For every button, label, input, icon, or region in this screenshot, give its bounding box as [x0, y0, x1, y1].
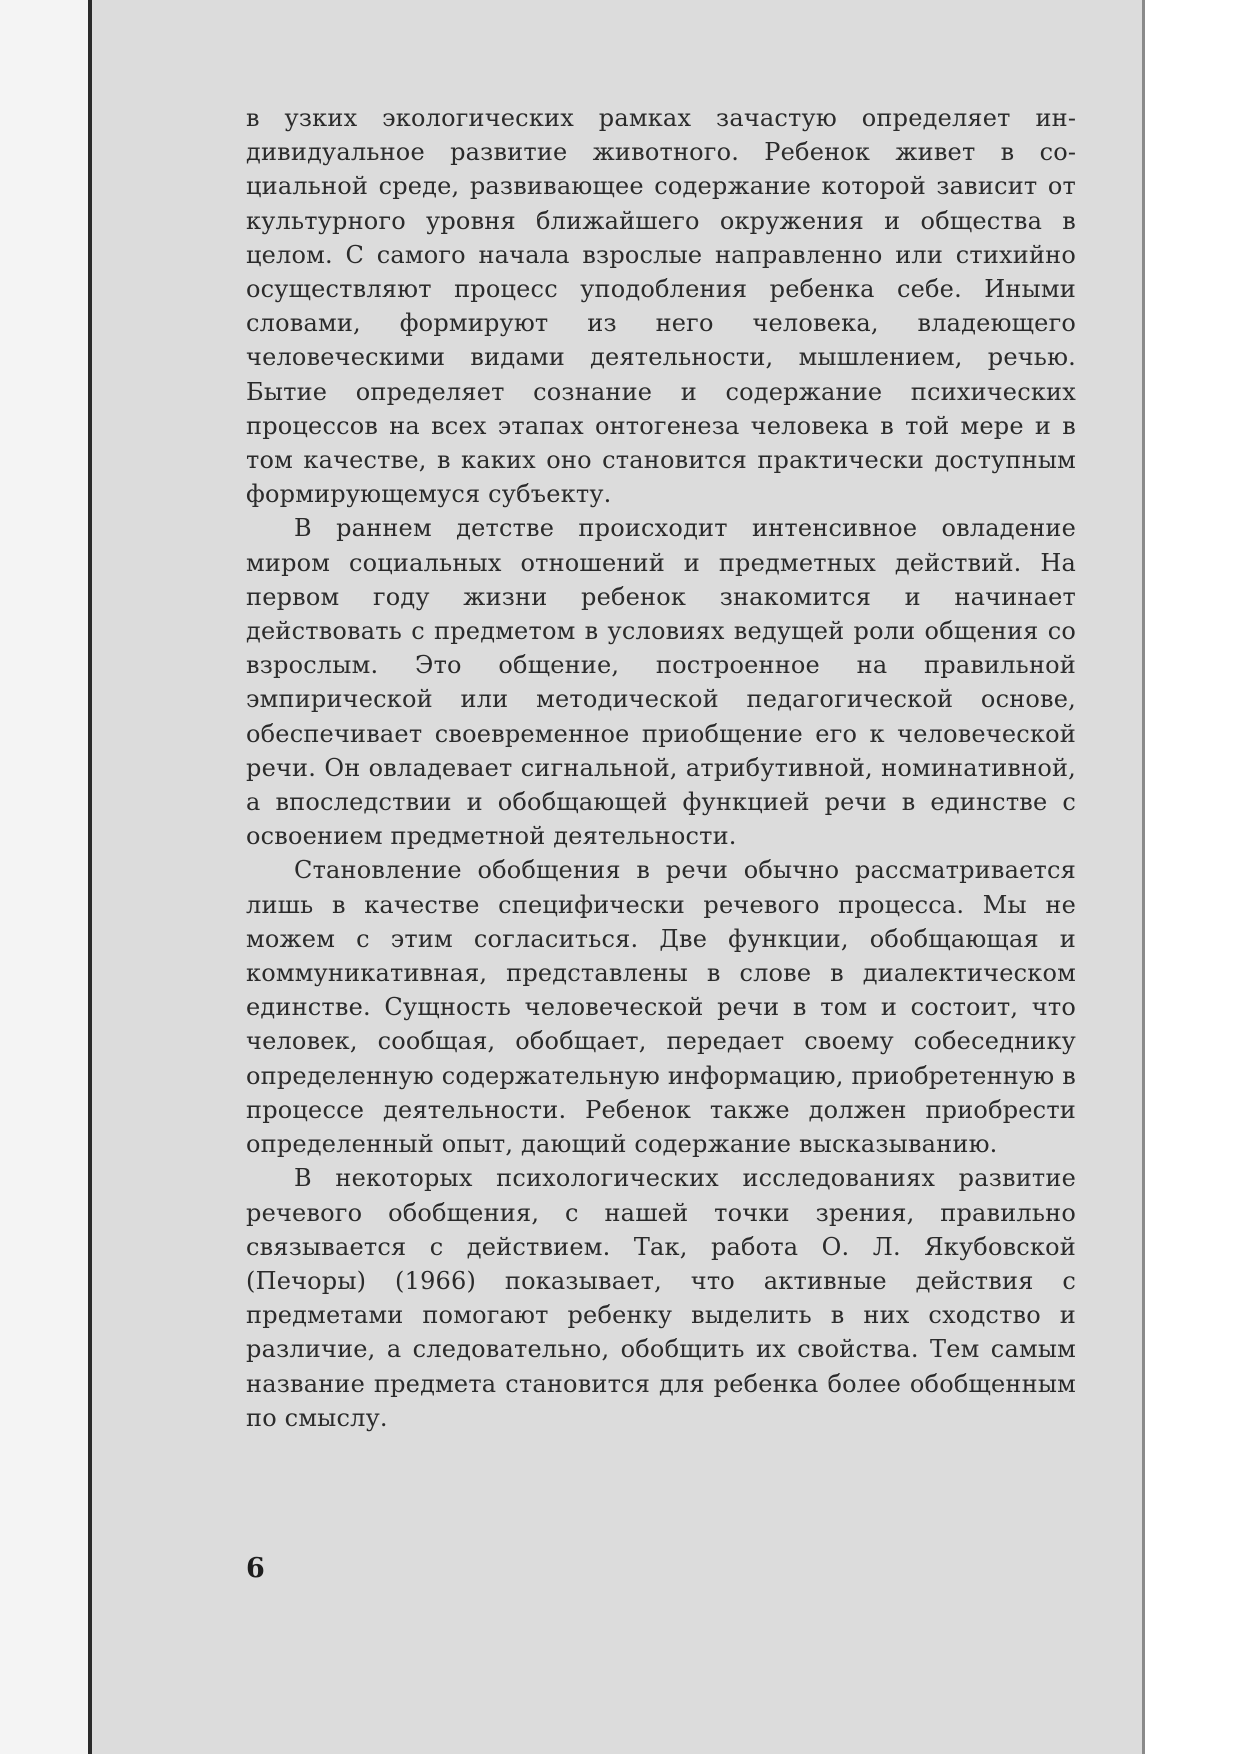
body-text — [246, 101, 1076, 1435]
paragraph-1: в узких экологических рамках зачастую определяет индивидуальное развитие животного. Ребенок живет в социальной среде, развивающее содержание которой зависит от культурного уровня ближайшего окружения и общества в целом. С самого начала взрослые направленно или стихийно осуществляют процесс уподобления ребенка себе. Иными словами, формируют из него человека, владеющего человеческими видами деятельности, мышлением, речью. Бытие определяет сознание и содержание психических процессов на всех этапах онтогенеза человека в той мере и в том качестве, в каких оно становится практически доступным формирующемуся субъекту. — [246, 104, 1076, 509]
paragraph-3: Становление обобщения в речи обычно рассматривается лишь в качестве специфически речевого процесса. Мы не можем с этим согласиться. Две функции, обобщающая и коммуникативная, представлены в слове в диалектическом единстве. Сущность человеческой речи в том и состоит, что человек, сообщая, обобщает, передает своему собеседнику определенную содержательную информацию, приобретенную в процессе деятельности. Ребенок также должен приобрести определенный опыт, дающий содержание высказыванию. — [246, 856, 1076, 1159]
page-number: 6 — [246, 1553, 265, 1584]
scan-left-margin — [0, 0, 88, 1754]
paragraph-2: В раннем детстве происходит интенсивное овладение миром социальных отношений и предметных действий. На первом году жизни ребенок знакомится и начинает действовать с предметом в условиях ведущей роли общения со взрослым. Это общение, построенное на правильной эмпирической или методической педагогической основе, обеспечивает своевременное приобщение его к человеческой речи. Он овладевает сигнальной, атрибутивной, номинативной, а впоследствии и обобщающей функцией речи в единстве с освоением предметной деятельности. — [246, 514, 1076, 851]
paragraph-4: В некоторых психологических исследованиях развитие речевого обобщения, с нашей точки зрения, правильно связывается с действием. Так, работа О. Л. Якубовской (Печоры) (1966) показывает, что активные действия с предметами помогают ребенку выделить в них сходство и различие, а следовательно, обобщить их свойства. Тем самым название предмета становится для ребенка более обобщенным по смыслу. — [246, 1164, 1076, 1432]
scan-right-margin — [1145, 0, 1240, 1754]
